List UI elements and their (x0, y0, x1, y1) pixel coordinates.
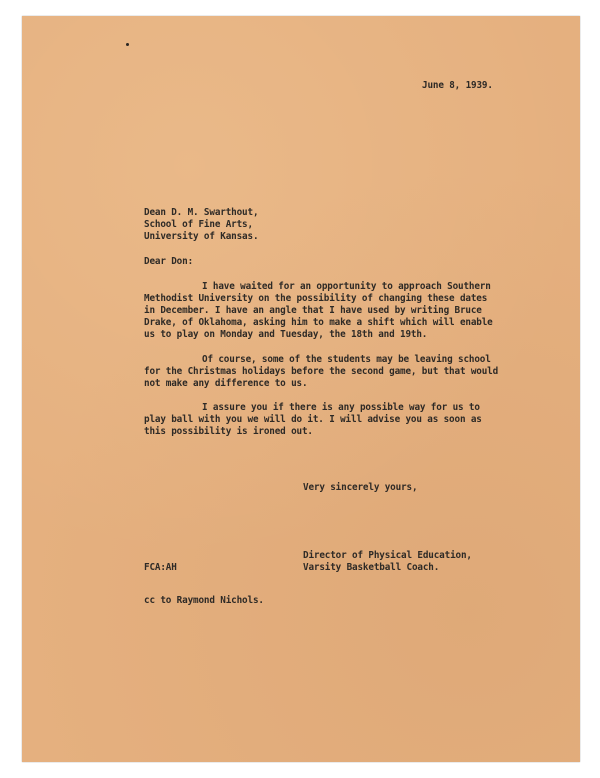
paragraph-2-line: not make any difference to us. (144, 378, 308, 389)
paragraph-3-line: I assure you if there is any possible way for us to (202, 402, 480, 413)
reference-initials: FCA:AH (144, 562, 177, 573)
paragraph-2-line: for the Christmas holidays before the second game, but that would (144, 366, 499, 377)
paragraph-3-line: play ball with you we will do it. I will advise you as soon as (144, 414, 482, 425)
salutation: Dear Don: (144, 256, 194, 267)
paragraph-1-line: us to play on Monday and Tuesday, the 18th and 19th. (144, 329, 428, 340)
paragraph-2-line: Of course, some of the students may be leaving school (202, 354, 491, 365)
carbon-copy-note: cc to Raymond Nichols. (144, 595, 264, 606)
ink-speck (126, 43, 129, 46)
recipient-name: Dean D. M. Swarthout, (144, 207, 259, 218)
recipient-university: University of Kansas. (144, 231, 259, 242)
complimentary-close: Very sincerely yours, (303, 482, 418, 493)
signature-title-line: Director of Physical Education, (303, 550, 472, 561)
paragraph-1-line: in December. I have an angle that I have used by writing Bruce (144, 305, 482, 316)
paragraph-3-line: this possibility is ironed out. (144, 426, 313, 437)
paragraph-1-line: I have waited for an opportunity to approach Southern (202, 281, 491, 292)
paragraph-1-line: Drake, of Oklahoma, asking him to make a shift which will enable (144, 317, 493, 328)
letter-date: June 8, 1939. (422, 80, 493, 91)
paragraph-1-line: Methodist University on the possibility of changing these dates (144, 293, 488, 304)
recipient-school: School of Fine Arts, (144, 219, 253, 230)
signature-title-line: Varsity Basketball Coach. (303, 562, 440, 573)
letter-page (22, 16, 580, 762)
